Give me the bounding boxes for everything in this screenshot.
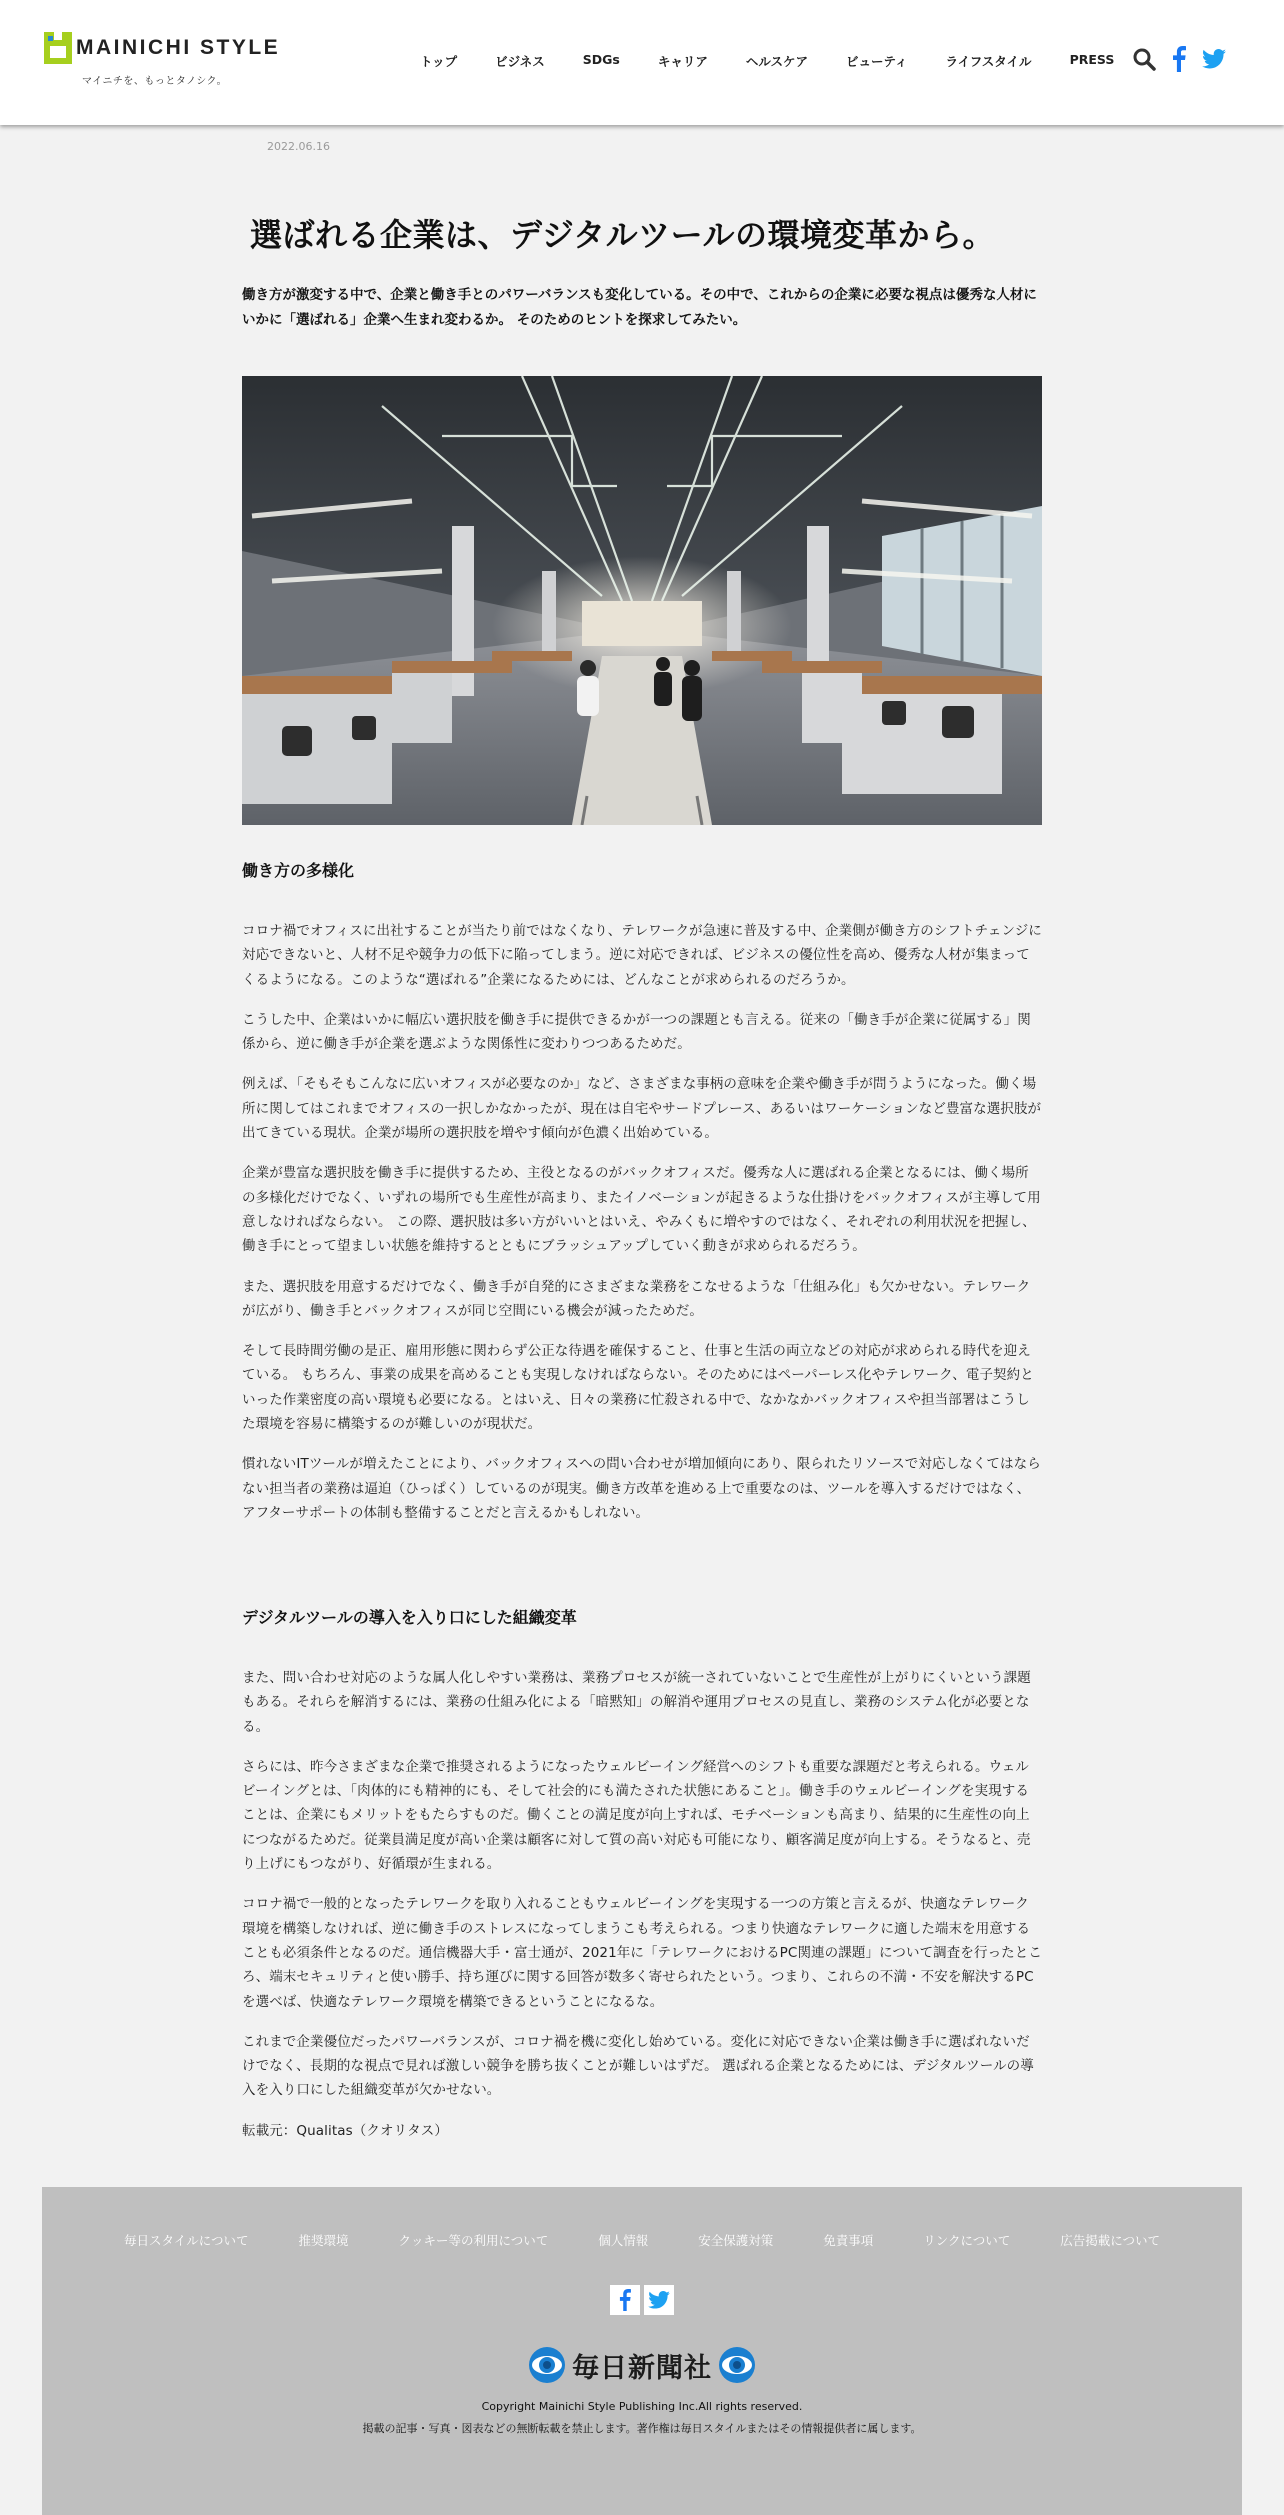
footer-link-environment[interactable]: 推奨環境 [298,2233,349,2248]
mainichi-shimbun-logo[interactable] [520,2342,764,2388]
footer-link-about[interactable]: 毎日スタイルについて [123,2233,249,2248]
article-title: 選ばれる企業は、デジタルツールの環境変革から。 [250,216,995,254]
copyright-notice: 掲載の記事・写真・図表などの無断転載を禁止します。著作権は毎日スタイルまたはその情報提供者に属します。 [362,2422,922,2435]
copyright: Copyright Mainichi Style Publishing Inc.All rights reserved. [481,2400,803,2413]
publisher-name: 毎日新聞社 [572,2352,712,2384]
footer-link-cookies[interactable]: クッキー等の利用について [398,2233,549,2248]
facebook-icon[interactable] [610,2285,640,2315]
footer-link-security[interactable]: 安全保護対策 [698,2233,774,2248]
nav-item-press[interactable]: PRESS [1069,52,1115,67]
twitter-icon[interactable] [644,2285,674,2315]
twitter-icon[interactable] [1202,49,1226,69]
site-header [0,0,1284,125]
header-icons [1132,46,1242,72]
paragraph: そして長時間労働の是正、雇用形態に関わらず公正な待遇を確保すること、仕事と生活の両立などの対応が求められる時代を迎えている。 もちろん、事業の成果を高めることも実現しなければならない。そのためにはペーパーレス化やテレワーク、電子契約といった作業密度の高い環境も必要になる。とはいえ、日々の業務に忙殺される中で、なかなかバックオフィスや担当部署はこうした環境を容易に構築するのが難しいのが現状だ。 [242,1343,1034,1433]
site-logo[interactable] [44,32,280,87]
nav-item-healthcare[interactable]: ヘルスケア [745,54,809,69]
nav-item-beauty[interactable]: ビューティ [846,54,908,69]
footer-links [42,2231,1242,2249]
nav-item-top[interactable]: トップ [420,54,458,69]
paragraph: 企業が豊富な選択肢を働き手に提供するため、主役となるのがバックオフィスだ。優秀な人に選ばれる企業となるには、働く場所の多様化だけでなく、いずれの場所でも生産性が高まり、またイノベーションが起きるような仕掛けをバックオフィスが主導して用意しなければならない。 この際、選択肢は多い方がいいとはいえ、やみくもに増やすのではなく、それぞれの利用状況を把握し、働き手にとって望ましい状態を維持するとともにブラッシュアップしていく動きが求められるだろう。 [242,1165,1041,1255]
footer-link-privacy[interactable]: 個人情報 [598,2233,649,2248]
nav-item-lifestyle[interactable]: ライフスタイル [945,54,1032,69]
main-nav [420,52,1114,70]
nav-item-career[interactable]: キャリア [657,54,708,69]
section-heading: 働き方の多様化 [242,861,355,880]
nav-item-business[interactable]: ビジネス [495,54,545,69]
paragraph: 慣れないITツールが増えたことにより、バックオフィスへの問い合わせが増加傾向にあり、限られたリソースで対応しなくてはならない担当者の業務は逼迫（ひっぱく）しているのが現実。働き方改革を進める上で重要なのは、ツールを導入するだけではなく、アフターサポートの体制も整備することだと言えるかもしれない。 [242,1456,1041,1521]
section-2 [242,1605,1042,2143]
nav-item-sdgs[interactable]: SDGs [582,52,620,67]
search-icon[interactable] [1132,47,1156,71]
section-heading: デジタルツールの導入を入り口にした組織変革 [242,1608,577,1627]
paragraph: また、選択肢を用意するだけでなく、働き手が自発的にさまざまな業務をこなせるような「仕組み化」も欠かせない。テレワークが広がり、働き手とバックオフィスが同じ空間にいる機会が減ったためだ。 [242,1278,1031,1319]
section-1 [242,858,1042,1525]
footer-link-disclaimer[interactable]: 免責事項 [823,2233,874,2248]
source-credit: 転載元：Qualitas（クオリタス） [242,2122,448,2139]
hero-image [242,376,1042,825]
footer-link-advertising[interactable]: 広告掲載について [1060,2233,1161,2248]
facebook-icon[interactable] [1172,46,1186,72]
article-date: 2022.06.16 [267,140,330,153]
mainichi-emblem-icon [718,2346,756,2384]
logo-title: MAINICHI STYLE [76,36,281,59]
footer-link-links[interactable]: リンクについて [923,2233,1011,2248]
paragraph: さらには、昨今さまざまな企業で推奨されるようになったウェルビーイング経営へのシフトも重要な課題だと考えられる。ウェルビーイングとは、「肉体的にも精神的にも、そして社会的にも満たされた状態にあること」。働き手のウェルビーイングを実現することは、企業にもメリットをもたらすものだ。働くことの満足度が向上すれば、モチベーションも高まり、結果的に生産性の向上につながるためだ。従業員満足度が高い企業は顧客に対して質の高い対応も可能になり、顧客満足度が向上する。そうなると、売り上げにもつながり、好循環が生まれる。 [242,1758,1031,1873]
paragraph: コロナ禍でオフィスに出社することが当たり前ではなくなり、テレワークが急速に普及する中、企業側が働き方のシフトチェンジに対応できないと、人材不足や競争力の低下に陥ってしまう。逆に対応できれば、ビジネスの優位性を高め、優秀な人材が集まってくるようになる。このような“選ばれる”企業になるためには、どんなことが求められるのだろうか。 [242,923,1042,988]
mainichi-style-logo-icon [44,32,72,64]
paragraph: 例えば、「そもそもこんなに広いオフィスが必要なのか」など、さまざまな事柄の意味を企業や働き手が問うようになった。働く場所に関してはこれまでオフィスの一択しかなかったが、現在は自宅やサードプレース、あるいはワーケーションなど豊富な選択肢が出てきている現状。企業が場所の選択肢を増やす傾向が色濃く出始めている。 [242,1076,1042,1142]
mainichi-emblem-icon [528,2346,566,2384]
paragraph: これまで企業優位だったパワーバランスが、コロナ禍を機に変化し始めている。変化に対応できない企業は働き手に選ばれないだけでなく、長期的な視点で見れば激しい競争を勝ち抜くことが難しいはずだ。 選ばれる企業となるためには、デジタルツールの導入を入り口にした組織変革が欠かせない。 [242,2033,1034,2099]
footer-social [610,2285,678,2315]
paragraph: こうした中、企業はいかに幅広い選択肢を働き手に提供できるかが一つの課題とも言える。従来の「働き手が企業に従属する」関係から、逆に働き手が企業を選ぶような関係性に変わりつつあるためだ。 [242,1011,1031,1053]
article-lead: 働き方が激変する中で、企業と働き手とのパワーバランスも変化している。その中で、これからの企業に必要な視点は優秀な人材にいかに「選ばれる」企業へ生まれ変わるか。 そのためのヒントを探求してみたい。 [242,287,1037,328]
site-footer [42,2187,1242,2515]
paragraph: また、問い合わせ対応のような属人化しやすい業務は、業務プロセスが統一されていないことで生産性が上がりにくいという課題もある。それらを解消するには、業務の仕組み化による「暗黙知」の解消や運用プロセスの見直し、業務のシステム化が必要となる。 [242,1670,1031,1735]
logo-tagline: マイニチを、もっとタノシク。 [82,76,228,87]
paragraph: コロナ禍で一般的となったテレワークを取り入れることもウェルビーイングを実現する一つの方策と言えるが、快適なテレワーク環境を構築しなければ、逆に働き手のストレスになってしまうこも考えられる。つまり快適なテレワークに適した端末を用意することも必須条件となるのだ。通信機器大手・富士通が、2021年に「テレワークにおけるPC関連の課題」について調査を行ったところ、端末セキュリティと使い勝手、持ち運びに関する回答が数多く寄せられたという。つまり、これらの不満・不安を解決するPCを選べば、快適なテレワーク環境を構築できるということになるな。 [242,1896,1042,2010]
